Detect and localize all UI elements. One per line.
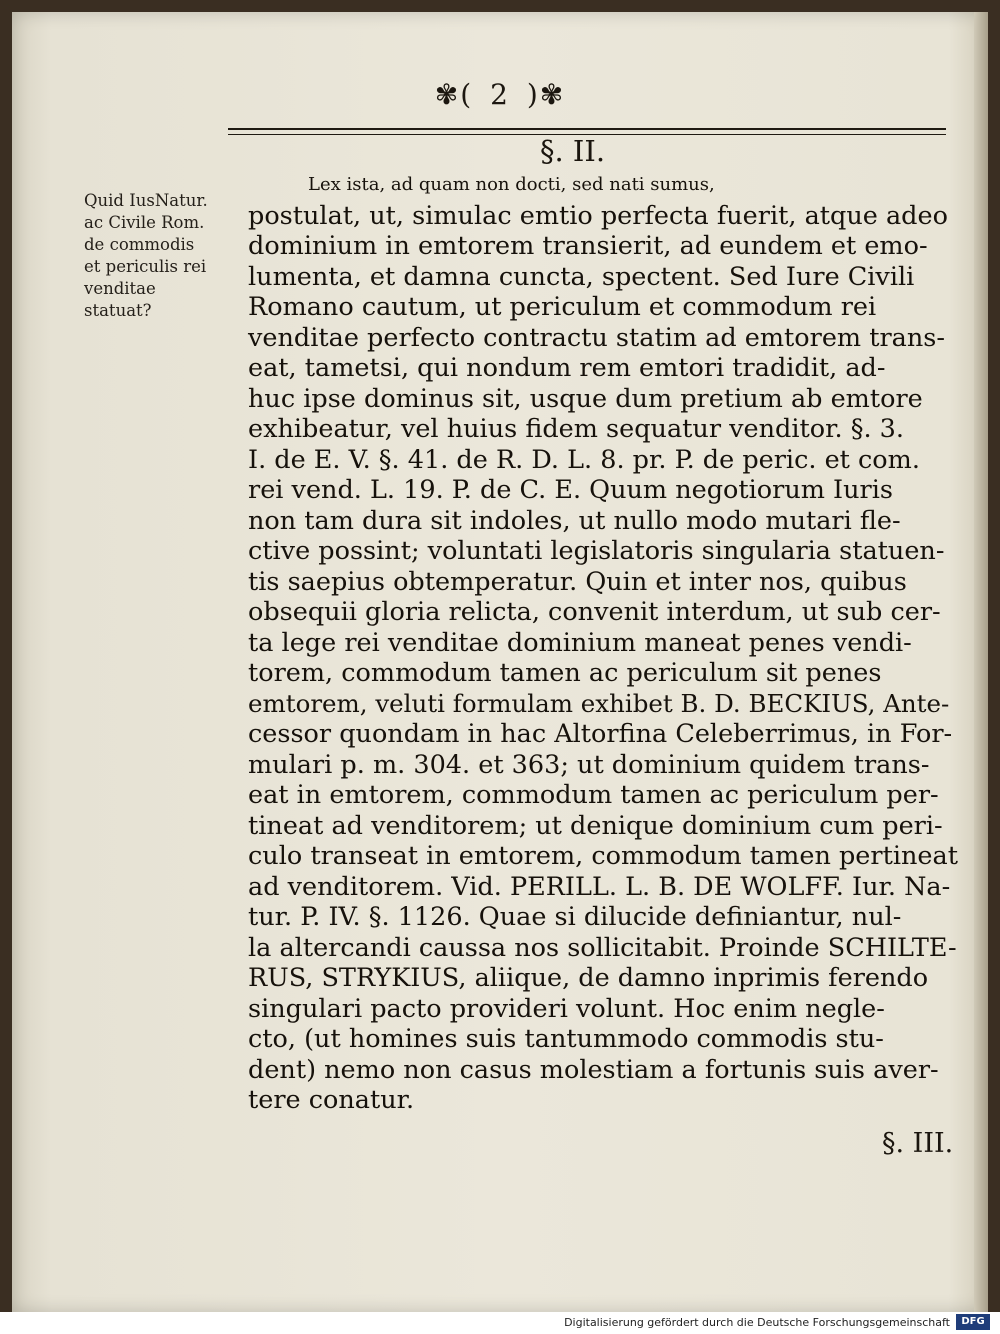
page-number: 2 bbox=[490, 78, 510, 111]
dfg-logo-icon: DFG bbox=[956, 1314, 990, 1330]
text-line: tineat ad venditorem; ut denique dominium cum peri- bbox=[248, 810, 943, 841]
ornament-right-icon: )✾ bbox=[526, 78, 566, 111]
text-line: culo transeat in emtorem, commodum tamen pertineat bbox=[248, 841, 958, 871]
margin-note-line: de commodis bbox=[84, 235, 195, 254]
page-header bbox=[0, 78, 1000, 111]
text-line: eat, tametsi, qui nondum rem emtori tradidit, ad- bbox=[248, 353, 886, 383]
text-line: la altercandi caussa nos sollicitabit. Proinde SCHILTE- bbox=[248, 932, 957, 963]
text-line: postulat, ut, simulac emtio perfecta fuerit, atque adeo bbox=[248, 200, 948, 231]
text-line: obsequii gloria relicta, convenit interdum, ut sub cer- bbox=[248, 597, 941, 627]
text-line: tis saepius obtemperatur. Quin et inter nos, quibus bbox=[248, 566, 907, 597]
margin-note-line: venditae bbox=[84, 279, 156, 298]
footer-credit: Digitalisierung gefördert durch die Deutsche Forschungsgemeinschaft bbox=[564, 1316, 950, 1329]
text-line: ad venditorem. Vid. PERILL. L. B. DE WOLFF. Iur. Na- bbox=[248, 871, 951, 902]
text-line: torem, commodum tamen ac periculum sit penes bbox=[248, 658, 882, 688]
text-line: Romano cautum, ut periculum et commodum rei bbox=[248, 292, 877, 322]
text-line: dent) nemo non casus molestiam a fortunis suis aver- bbox=[248, 1054, 939, 1085]
section-heading: §. II. bbox=[540, 134, 606, 168]
text-line: huc ipse dominus sit, usque dum pretium ab emtore bbox=[248, 383, 923, 414]
text-line: dominium in emtorem transierit, ad eundem et emo- bbox=[248, 231, 928, 261]
text-line: cessor quondam in hac Altorfina Celeberrimus, in For- bbox=[248, 719, 953, 749]
text-line: singulari pacto provideri volunt. Hoc enim negle- bbox=[248, 993, 885, 1024]
text-line: ta lege rei venditae dominium maneat penes vendi- bbox=[248, 627, 912, 658]
header-rule bbox=[228, 128, 946, 130]
margin-note-line: statuat? bbox=[84, 301, 152, 320]
text-line: exhibeatur, vel huius fidem sequatur venditor. §. 3. bbox=[248, 414, 905, 444]
text-line: Lex ista, ad quam non docti, sed nati sumus, bbox=[308, 174, 715, 195]
text-line: lumenta, et damna cuncta, spectent. Sed Iure Civili bbox=[248, 261, 915, 292]
text-line: I. de E. V. §. 41. de R. D. L. 8. pr. P. de peric. et com. bbox=[248, 444, 920, 475]
text-line: RUS, STRYKIUS, aliique, de damno inprimis ferendo bbox=[248, 963, 929, 993]
text-line: mulari p. m. 304. et 363; ut dominium quidem trans- bbox=[248, 749, 930, 780]
text-line: ctive possint; voluntati legislatoris singularia statuen- bbox=[248, 536, 945, 566]
text-line: tur. P. IV. §. 1126. Quae si dilucide definiantur, nul- bbox=[248, 902, 902, 932]
page-edge bbox=[974, 12, 988, 1312]
margin-note-line: Quid IusNatur. bbox=[84, 191, 208, 210]
text-line: venditae perfecto contractu statim ad emtorem trans- bbox=[248, 322, 945, 353]
margin-note-line: et periculis rei bbox=[84, 257, 207, 276]
catchword: §. III. bbox=[882, 1128, 954, 1159]
ornament-left-icon: ✾( bbox=[434, 78, 474, 111]
text-line: emtorem, veluti formulam exhibet B. D. BECKIUS, Ante- bbox=[248, 688, 950, 718]
text-line: non tam dura sit indoles, ut nullo modo mutari fle- bbox=[248, 505, 901, 536]
text-line: tere conatur. bbox=[248, 1085, 415, 1115]
body-text bbox=[248, 170, 958, 1116]
margin-note-line: ac Civile Rom. bbox=[84, 213, 205, 232]
text-line: eat in emtorem, commodum tamen ac periculum per- bbox=[248, 780, 939, 810]
text-line: cto, (ut homines suis tantummodo commodis stu- bbox=[248, 1024, 884, 1054]
text-line: rei vend. L. 19. P. de C. E. Quum negotiorum Iuris bbox=[248, 475, 893, 505]
margin-note bbox=[84, 190, 234, 322]
